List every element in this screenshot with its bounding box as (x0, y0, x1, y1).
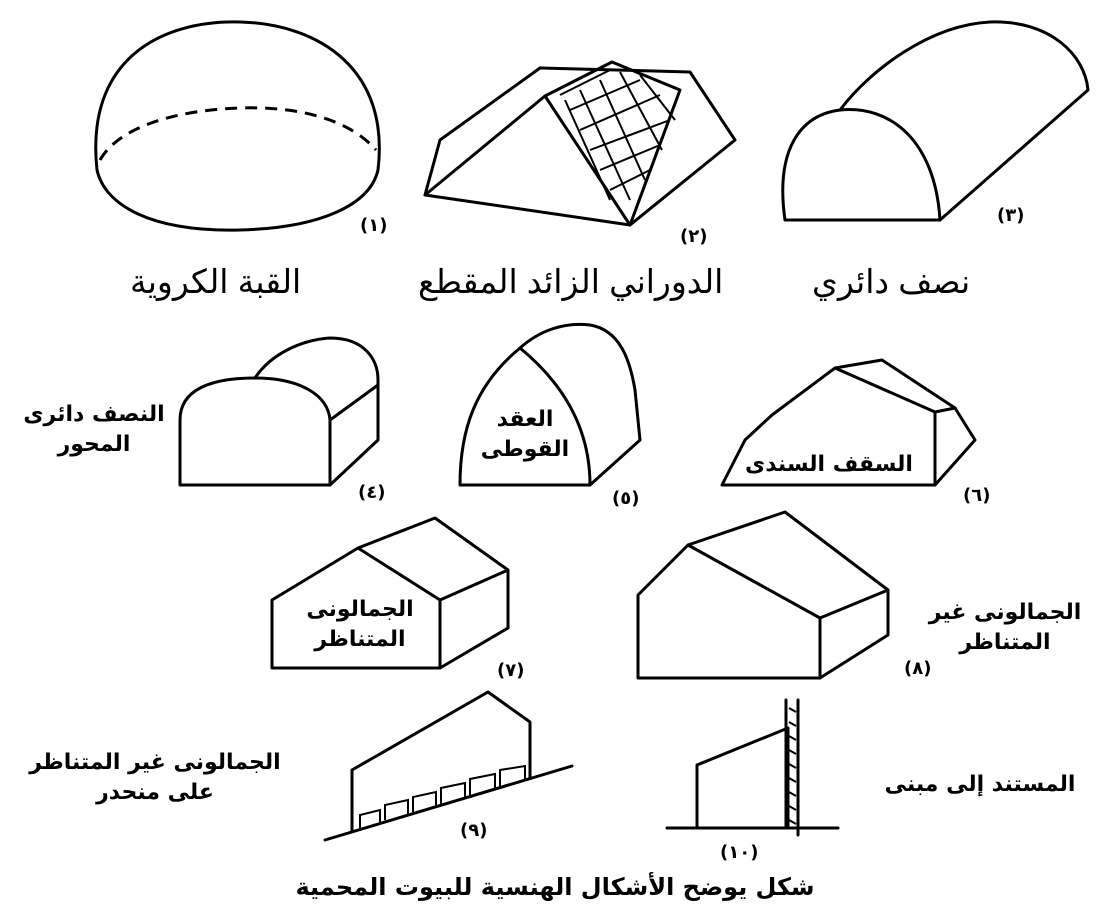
shape-4-label (14, 400, 174, 459)
shape-8-label-line1: الجمالونى غير (928, 600, 1082, 625)
shape-6-number: (٦) (963, 485, 991, 506)
shape-8-number: (٨) (904, 658, 932, 679)
shape-2-hyperbolic-pyramid (425, 62, 735, 225)
shape-9-number: (٩) (460, 820, 488, 841)
shape-10-number: (١٠) (720, 842, 759, 863)
shape-3-number: (٣) (997, 205, 1025, 226)
shape-9-label-line1: الجمالونى غير المتناظر (29, 750, 281, 775)
shape-9-label (10, 748, 300, 807)
shape-2-number: (٢) (680, 226, 708, 247)
shape-3-label: نصف دائري (812, 263, 971, 300)
shape-4-label-line1: النصف دائرى (23, 402, 165, 427)
shape-10-lean-to (667, 700, 838, 835)
shape-8-asymmetric-gable (638, 512, 888, 678)
shape-7-number: (٧) (497, 660, 525, 681)
shape-8-label (915, 598, 1095, 657)
shape-9-gable-on-slope (325, 692, 572, 840)
shape-10-label: المستند إلى مبنى (884, 772, 1076, 797)
shape-2-label: الدوراني الزائد المقطع (418, 263, 724, 300)
shape-6-label: السقف السندى (745, 452, 913, 477)
shape-5-label (470, 405, 580, 464)
shape-8-label-line2: المتناظر (959, 629, 1051, 655)
shape-7-label-line1: الجمالونى (306, 597, 414, 622)
figure-caption: شكل يوضح الأشكال الهنسية للبيوت المحمية (295, 873, 815, 901)
shape-1-spherical-dome (96, 22, 380, 230)
shape-5-label-line2: القوطى (480, 436, 570, 462)
shape-7-label-line2: المتناظر (314, 626, 406, 652)
shape-5-label-line1: العقد (496, 407, 554, 432)
shape-3-semicircular-tunnel (783, 22, 1088, 220)
shape-4-number: (٤) (358, 482, 386, 503)
shape-4-semicircular-axis (180, 338, 378, 485)
shape-9-label-line2: على منحدر (96, 779, 214, 805)
shape-7-label (285, 595, 435, 654)
shape-1-number: (١) (360, 215, 388, 236)
shape-5-number: (٥) (612, 488, 640, 509)
shape-1-label: القبة الكروية (130, 263, 302, 300)
shape-4-label-line2: المحور (57, 431, 131, 457)
